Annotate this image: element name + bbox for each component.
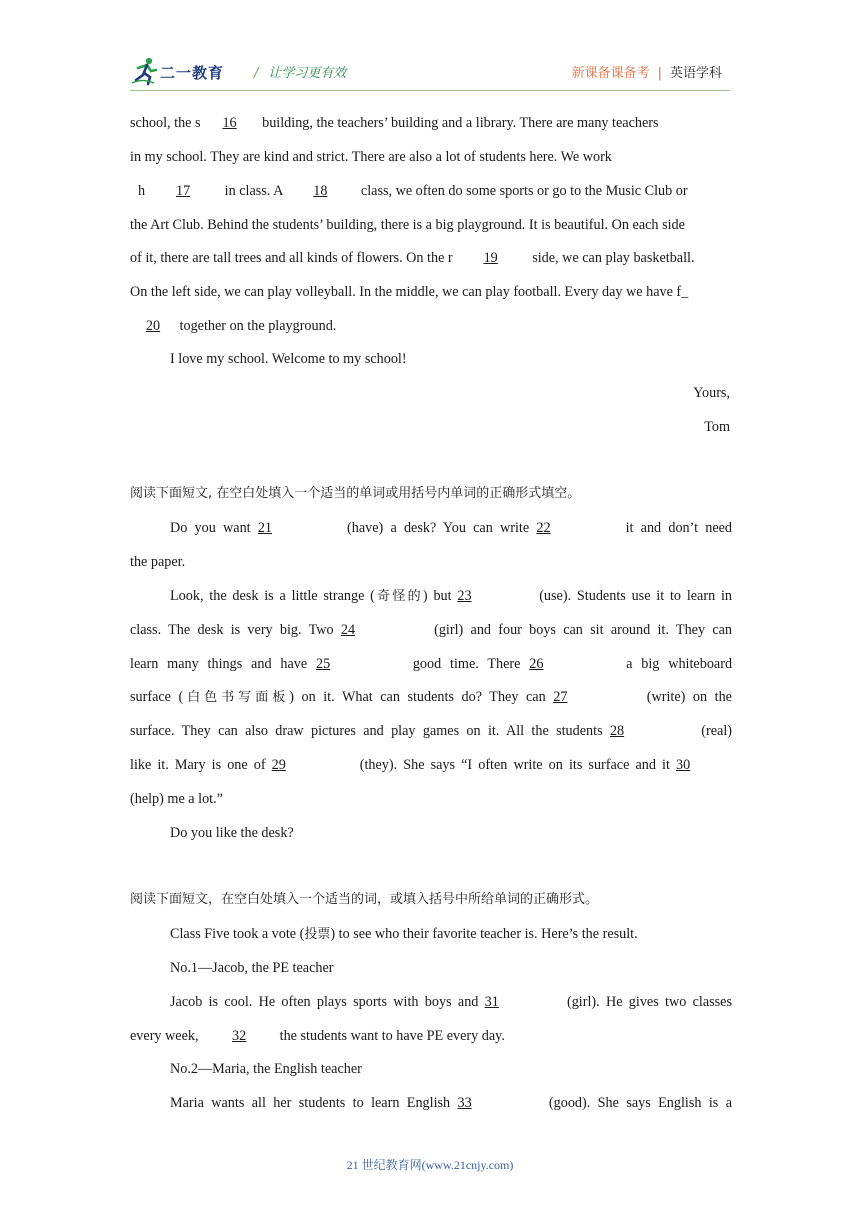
blank-24[interactable]: 24 bbox=[340, 622, 356, 638]
blank-27[interactable]: 27 bbox=[553, 689, 568, 705]
blank-19[interactable]: 19 bbox=[483, 250, 498, 266]
blank-32[interactable]: 32 bbox=[232, 1028, 247, 1044]
text-line: every week, 32 the students want to have PE every day. bbox=[130, 1028, 505, 1044]
blank-29[interactable]: 29 bbox=[271, 757, 286, 773]
blank-17[interactable]: 17 bbox=[176, 183, 191, 199]
blank-16[interactable]: 16 bbox=[222, 115, 237, 131]
text-line: Maria wants all her students to learn English 33 (good). She says English is a bbox=[170, 1095, 733, 1111]
text-line: On the left side, we can play volleyball. In the middle, we can play football. Every day we have f_ bbox=[130, 284, 689, 300]
logo-text: 二一教育 bbox=[160, 64, 225, 82]
text-line: surface (白色书写面板) on it. What can students do? They can 27 (write) on the bbox=[130, 689, 732, 705]
blank-22[interactable]: 22 bbox=[536, 520, 551, 536]
blank-28[interactable]: 28 bbox=[609, 723, 625, 739]
page-header bbox=[130, 56, 730, 90]
blank-23[interactable]: 23 bbox=[457, 588, 472, 604]
signature-name: Tom bbox=[704, 419, 730, 435]
text-line: surface. They can also draw pictures and play games on it. All the students 28 (real) bbox=[130, 723, 732, 739]
text-line: like it. Mary is one of 29 (they). She says “I often write on its surface and it 30 bbox=[130, 756, 732, 774]
text-line: class. The desk is very big. Two 24 (girl) and four boys can sit around it. They can bbox=[130, 622, 733, 638]
text-line: No.1—Jacob, the PE teacher bbox=[170, 960, 334, 976]
text-line: No.2—Maria, the English teacher bbox=[170, 1061, 362, 1077]
text-line: Do you want 21 (have) a desk? You can write 22 it and don’t need bbox=[170, 520, 733, 536]
text-line: Look, the desk is a little strange (奇怪的) but 23 (use). Students use it to learn in bbox=[170, 588, 733, 604]
text-line: Class Five took a vote (投票) to see who their favorite teacher is. Here’s the result. bbox=[170, 926, 638, 942]
blank-20[interactable]: 20 bbox=[145, 318, 161, 334]
closing: Yours, bbox=[693, 385, 730, 401]
instruction: 阅读下面短文，在空白处填入一个适当的词，或填入括号中所给单词的正确形式。 bbox=[130, 892, 599, 907]
text-line: I love my school. Welcome to my school! bbox=[170, 351, 407, 367]
text-line: the Art Club. Behind the students’ building, there is a big playground. It is beautiful. On each side bbox=[130, 217, 685, 233]
blank-30[interactable]: 30 bbox=[676, 757, 691, 773]
blank-26[interactable]: 26 bbox=[529, 656, 544, 672]
blank-25[interactable]: 25 bbox=[315, 656, 331, 672]
blank-31[interactable]: 31 bbox=[484, 994, 499, 1010]
text-line: Jacob is cool. He often plays sports with boys and 31 (girl). He gives two classes bbox=[170, 994, 732, 1010]
blank-21[interactable]: 21 bbox=[257, 520, 272, 536]
text-line: (help) me a lot.” bbox=[130, 791, 223, 807]
text-line: 20 together on the playground. bbox=[130, 317, 336, 335]
text-line: of it, there are tall trees and all kinds of flowers. On the r 19 side, we can play basketball. bbox=[130, 250, 695, 266]
header-subject-label: 英语学科 bbox=[669, 66, 722, 81]
text-line: learn many things and have 25 good time. There 26 a big whiteboard bbox=[130, 656, 733, 672]
blank-33[interactable]: 33 bbox=[457, 1095, 472, 1111]
logo bbox=[130, 56, 250, 88]
header-subject: 新课备课备考 | 英语学科 bbox=[571, 66, 722, 81]
header-divider bbox=[130, 90, 730, 91]
slogan-text: 让学习更有效 bbox=[268, 66, 347, 81]
text-line: the paper. bbox=[130, 554, 186, 570]
blank-18[interactable]: 18 bbox=[313, 183, 328, 199]
page-footer: 21 世纪教育网(www.21cnjy.com) bbox=[346, 1158, 514, 1172]
text-line: Do you like the desk? bbox=[170, 825, 294, 841]
instruction: 阅读下面短文, 在空白处填入一个适当的单词或用括号内单词的正确形式填空。 bbox=[130, 486, 581, 501]
text-line: in my school. They are kind and strict. There are also a lot of students here. We work bbox=[130, 149, 612, 165]
slogan: / 让学习更有效 bbox=[254, 66, 347, 81]
text-line: h 17 in class. A 18 class, we often do some sports or go to the Music Club or bbox=[138, 183, 688, 199]
runner-logo-icon bbox=[130, 56, 160, 86]
header-course: 新课备课备考 bbox=[571, 66, 650, 81]
text-line: school, the s 16 building, the teachers’ building and a library. There are many teachers bbox=[130, 115, 659, 131]
